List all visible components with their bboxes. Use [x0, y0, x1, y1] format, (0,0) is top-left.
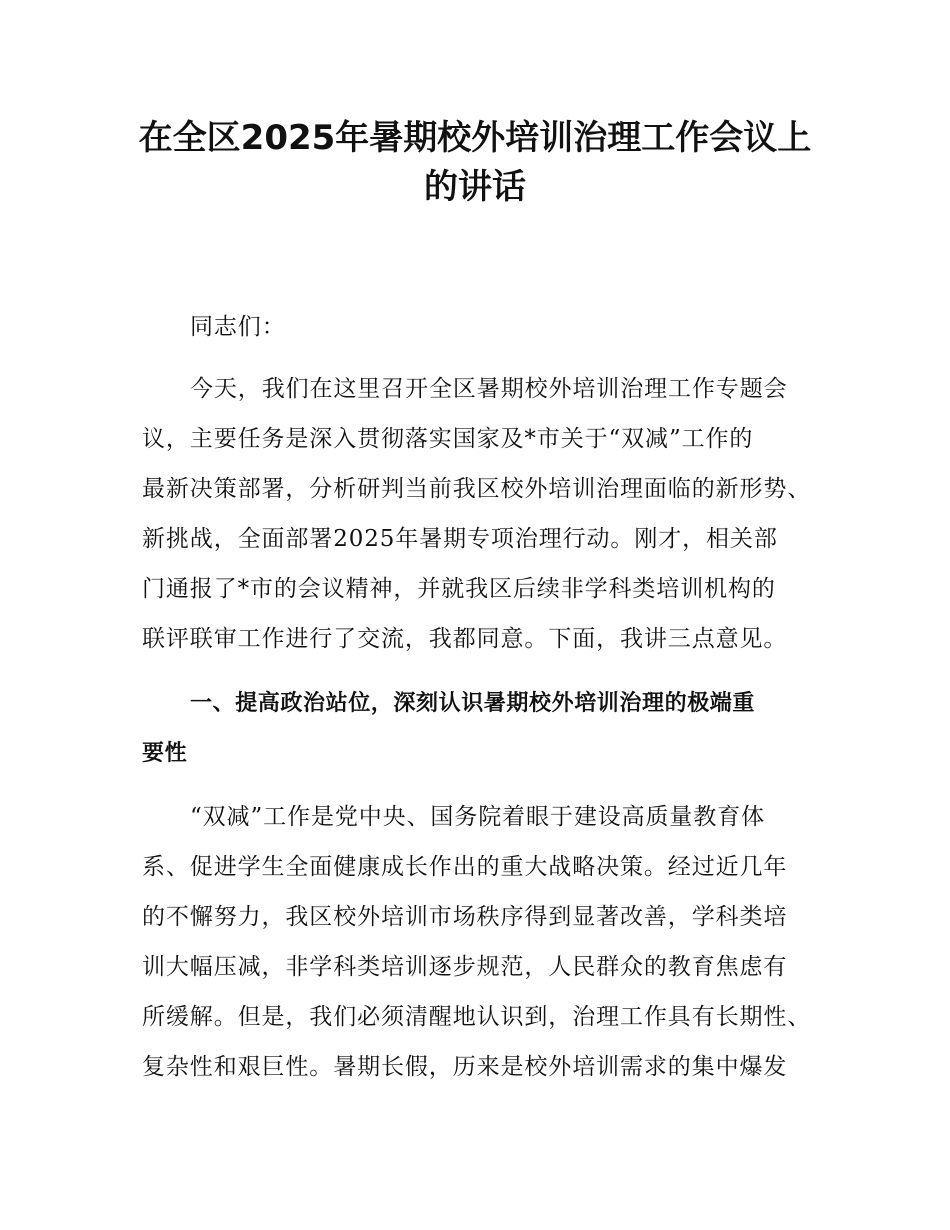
document-title-line-1: 在全区2025年暑期校外培训治理工作会议上: [138, 118, 812, 158]
document-title-line-2: 的讲话: [424, 167, 526, 207]
paragraph-1-line-1: 今天，我们在这里召开全区暑期校外培训治理工作专题会: [190, 376, 788, 402]
paragraph-2-line-5: 所缓解。但是，我们必须清醒地认识到，治理工作具有长期性、: [142, 1004, 812, 1030]
paragraph-2-line-6: 复杂性和艰巨性。暑期长假，历来是校外培训需求的集中爆发: [142, 1054, 788, 1080]
paragraph-1-line-6: 联评联审工作进行了交流，我都同意。下面，我讲三点意见。: [142, 626, 788, 652]
paragraph-2-line-3: 的不懈努力，我区校外培训市场秩序得到显著改善，学科类培: [142, 904, 788, 930]
paragraph-1-line-4: 新挑战，全面部署2025年暑期专项治理行动。刚才，相关部: [142, 526, 778, 552]
paragraph-1-line-2: 议，主要任务是深入贯彻落实国家及*市关于“双减”工作的: [142, 426, 754, 452]
section-heading-1-line-2: 要性: [142, 741, 188, 766]
salutation: 同志们：: [190, 314, 286, 340]
paragraph-1-line-5: 门通报了*市的会议精神，并就我区后续非学科类培训机构的: [142, 576, 776, 602]
paragraph-1-line-3: 最新决策部署，分析研判当前我区校外培训治理面临的新形势、: [142, 476, 812, 502]
section-heading-1-line-1: 一、提高政治站位，深刻认识暑期校外培训治理的极端重: [190, 691, 756, 716]
paragraph-2-line-2: 系、促进学生全面健康成长作出的重大战略决策。经过近几年: [142, 854, 788, 880]
paragraph-2-line-4: 训大幅压减，非学科类培训逐步规范，人民群众的教育焦虑有: [142, 954, 788, 980]
paragraph-2-line-1: “双减”工作是党中央、国务院着眼于建设高质量教育体: [190, 804, 766, 830]
